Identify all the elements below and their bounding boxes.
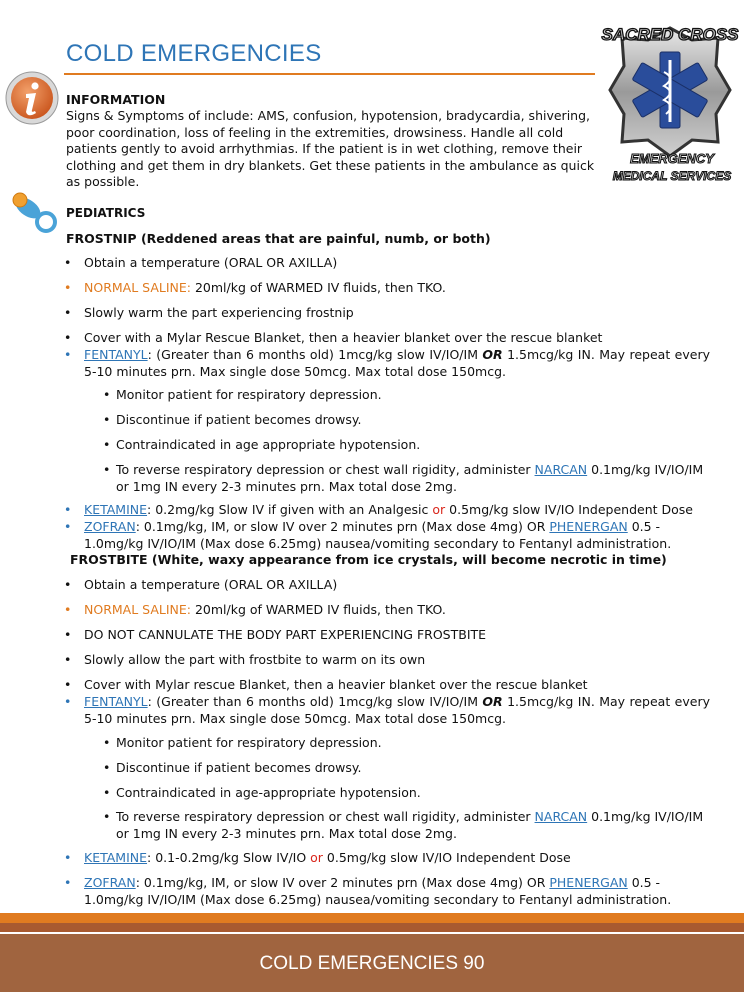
title-divider	[64, 73, 595, 75]
frostnip-sub-discontinue: • Discontinue if patient becomes drowsy.	[116, 412, 710, 429]
frostnip-sub-reverse: • To reverse respiratory depression or chest wall rigidity, administer NARCAN 0.1mg/kg IV/IO/IM or 1mg IN every 2-3 minutes prn. Max total dose 2mg.	[116, 462, 710, 495]
logo-top-text: SACRED CROSS	[601, 25, 739, 44]
frostnip-cover-item: • Cover with a Mylar Rescue Blanket, then a heavier blanket over the rescue blanket	[84, 330, 710, 347]
info-icon	[4, 70, 60, 126]
frostbite-no-cannulate-item: • DO NOT CANNULATE THE BODY PART EXPERIENCING FROSTBITE	[84, 627, 710, 644]
frostbite-sub-reverse: • To reverse respiratory depression or chest wall rigidity, administer NARCAN 0.1mg/kg IV/IO/IM or 1mg IN every 2-3 minutes prn. Max total dose 2mg.	[116, 809, 710, 842]
frostbite-saline-item: • NORMAL SALINE: 20ml/kg of WARMED IV fluids, then TKO.	[84, 602, 710, 619]
zofran-link[interactable]: ZOFRAN	[84, 875, 136, 890]
frostbite-fentanyl-item: • FENTANYL: (Greater than 6 months old) 1mcg/kg slow IV/IO/IM OR 1.5mcg/kg IN. May repeat every 5-10 minutes prn. Max single dose 50mcg. Max total dose 150mcg.	[84, 694, 710, 727]
fentanyl-link[interactable]: FENTANYL	[84, 347, 148, 362]
page-title: COLD EMERGENCIES	[66, 40, 322, 67]
frostnip-fentanyl-item: • FENTANYL: (Greater than 6 months old) 1mcg/kg slow IV/IO/IM OR 1.5mcg/kg IN. May repeat every 5-10 minutes prn. Max single dose 50mcg. Max total dose 150mcg.	[84, 347, 710, 380]
frostbite-sub-contraindicated: • Contraindicated in age-appropriate hypotension.	[116, 785, 710, 802]
frostbite-zofran-item: • ZOFRAN: 0.1mg/kg, IM, or slow IV over 2 minutes prn (Max dose 4mg) OR PHENERGAN 0.5 - 1.0mg/kg IV/IO/IM (Max dose 6.25mg) nausea/vomiting secondary to Fentanyl administration.	[84, 875, 710, 908]
saline-label: NORMAL SALINE:	[84, 602, 191, 617]
frostbite-ketamine-item: • KETAMINE: 0.1-0.2mg/kg Slow IV/IO or 0.5mg/kg slow IV/IO Independent Dose	[84, 850, 710, 867]
frostnip-zofran-item: • ZOFRAN: 0.1mg/kg, IM, or slow IV over 2 minutes prn (Max dose 4mg) OR PHENERGAN 0.5 - 1.0mg/kg IV/IO/IM (Max dose 6.25mg) nausea/vomiting secondary to Fentanyl administration.	[84, 519, 710, 552]
pediatrics-heading: PEDIATRICS	[66, 206, 146, 220]
info-heading: INFORMATION	[66, 92, 166, 107]
frostnip-sub-contraindicated: • Contraindicated in age appropriate hypotension.	[116, 437, 710, 454]
phenergan-link[interactable]: PHENERGAN	[549, 519, 628, 534]
frostbite-warm-item: • Slowly allow the part with frostbite to warm on its own	[84, 652, 710, 669]
info-text: Signs & Symptoms of include: AMS, confusion, hypotension, bradycardia, shivering, poor coordination, loss of feeling in the extremities, drowsiness. Handle all cold patients gently to avoid arrhythmias. If the patient is in wet clothing, remove their clothing and get them in dry blankets. Get these patients in the ambulance as quick as possible.	[66, 108, 595, 190]
zofran-link[interactable]: ZOFRAN	[84, 519, 136, 534]
logo-line1: EMERGENCY	[630, 151, 714, 166]
phenergan-link[interactable]: PHENERGAN	[549, 875, 628, 890]
frostbite-temp-item: • Obtain a temperature (ORAL OR AXILLA)	[84, 577, 710, 594]
narcan-link[interactable]: NARCAN	[534, 462, 588, 477]
frostnip-saline-item: • NORMAL SALINE: 20ml/kg of WARMED IV fluids, then TKO.	[84, 280, 710, 297]
narcan-link[interactable]: NARCAN	[534, 809, 588, 824]
frostnip-title: FROSTNIP (Reddened areas that are painful, numb, or both)	[66, 231, 491, 246]
footer-page-label: COLD EMERGENCIES 90	[259, 953, 485, 974]
footer-stripe-brown	[0, 923, 744, 932]
frostnip-sub-monitor: • Monitor patient for respiratory depression.	[116, 387, 710, 404]
frostbite-sub-discontinue: • Discontinue if patient becomes drowsy.	[116, 760, 710, 777]
frostnip-temp-item: • Obtain a temperature (ORAL OR AXILLA)	[84, 255, 710, 272]
fentanyl-link[interactable]: FENTANYL	[84, 694, 148, 709]
frostbite-sub-monitor: • Monitor patient for respiratory depression.	[116, 735, 710, 752]
frostnip-ketamine-item: • KETAMINE: 0.2mg/kg Slow IV if given with an Analgesic or 0.5mg/kg slow IV/IO Independent Dose	[84, 502, 710, 519]
ketamine-link[interactable]: KETAMINE	[84, 502, 148, 517]
frostnip-warm-item: • Slowly warm the part experiencing frostnip	[84, 305, 710, 322]
logo-line2: MEDICAL SERVICES	[612, 169, 732, 183]
frostbite-title: FROSTBITE (White, waxy appearance from ice crystals, will become necrotic in time)	[70, 552, 667, 567]
pacifier-icon	[8, 190, 62, 236]
saline-label: NORMAL SALINE:	[84, 280, 191, 295]
footer-stripe-orange	[0, 913, 744, 923]
sacred-cross-ems-logo	[600, 10, 740, 188]
frostbite-cover-item: • Cover with Mylar rescue Blanket, then a heavier blanket over the rescue blanket	[84, 677, 710, 694]
ketamine-link[interactable]: KETAMINE	[84, 850, 148, 865]
